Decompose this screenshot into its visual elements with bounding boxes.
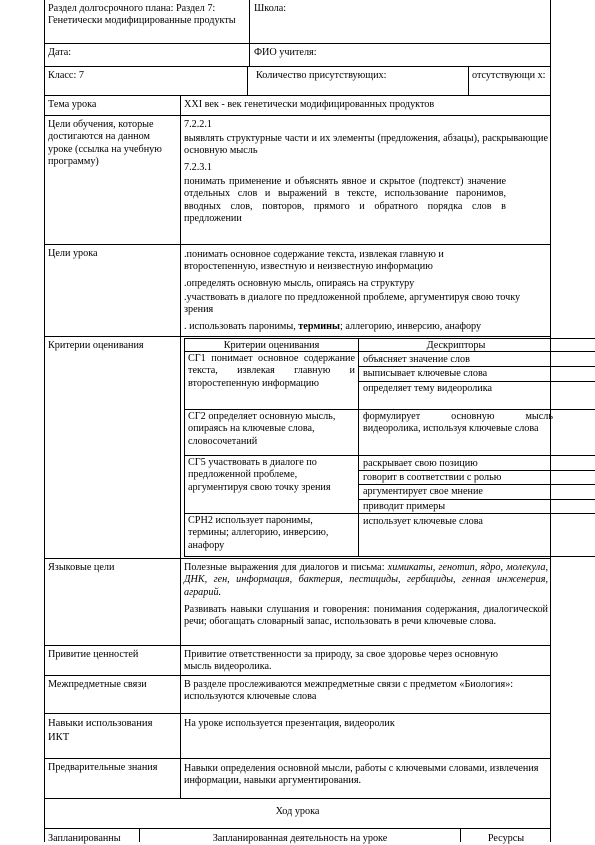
row-divider [44,645,551,646]
resources-head: Ресурсы [487,833,525,844]
goal-4-text: . использовать паронимы, [184,321,299,332]
row-divider [44,43,551,44]
objectives-label: Цели обучения, которые достигаются на данном уроке (ссылка на учебную программу) [48,119,162,168]
planned-stages-head: Запланированны [48,833,121,844]
goals-label: Цели урока [48,248,98,259]
goal-1: .понимать основное содержание текста, извлекая главную и второстепенную, известную и неизвестную информацию [184,249,444,273]
inner-table-line [184,338,185,557]
row-divider [44,66,551,67]
descriptor-4-1: использует ключевые слова [363,516,483,527]
topic-label: Тема урока [48,99,97,110]
descriptor-3-2: говорит в соответствии с ролью [363,472,502,483]
topic-value: XXI век - век генетически модифицированных продуктов [184,99,435,110]
language-phrases-intro: Полезные выражения для диалогов и письма: [184,562,388,573]
language-phrases [184,562,548,599]
goal-3: .участвовать в диалоге по предложенной проблеме, аргументируя свою точку зрения [184,292,521,316]
ict-label: Навыки использования ИКТ [48,718,153,743]
descriptor-3-4: приводит примеры [363,501,446,512]
objective-code-1: 7.2.2.1 [184,119,213,130]
col-divider [247,66,248,96]
row-divider [44,244,551,245]
objective-text-2: понимать применение и объяснять явное и скрытое (подтекст) значение отдельных слов и выражений в тексте, использование паронимов, вводных слов, повторов, прямого и обратного порядка слов в предложении [184,176,506,225]
criterion-2: СГ2 определяет основную мысль, опираясь на ключевые слова, словосочетаний [188,411,336,447]
row-divider [44,713,551,714]
descriptor-3-3: аргументирует свое мнение [363,486,483,497]
values-value: Привитие ответственности за природу, за свое здоровье через основную мысль видеоролика. [184,649,499,673]
row-divider [44,95,551,96]
criterion-1: СГ1 понимает основное содержание текста, извлекая главную и второстепенную информацию [188,353,355,389]
cross-value: В разделе прослеживаются межпредметные связи с предметом «Биология»: используются ключевые слова [184,679,514,703]
row-divider [44,336,551,337]
descriptor-2-1: формулирует основную мысль видеоролика, используя ключевые слова [363,411,553,435]
descriptors-head: Дескрипторы [426,340,486,351]
row-divider [44,758,551,759]
criterion-3: СГ5 участвовать в диалоге по предложенной проблеме, аргументируя свою точку зрения [188,457,331,493]
row-divider [44,675,551,676]
language-phrases-words: химикаты, генотип, ядро, молекула, ДНК, ген, информация, бактерия, пестициды, гербициды, генная инженерия, аграрий. [184,562,548,598]
descriptor-1-1: объясняет значение слов [363,354,470,365]
language-skills: Развивать навыки слушания и говорения: понимания содержания, диалогической речи; обогащать словарный запас, использовать в речи ключевые слова. [184,604,548,628]
col-divider [249,0,250,67]
descriptor-1-2: выписывает ключевые слова [363,368,488,379]
criteria-label: Критерии оценивания [48,340,144,351]
descriptor-1-3: определяет тему видеоролика [363,383,493,394]
col-divider [468,66,469,96]
objective-code-2: 7.2.3.1 [184,162,213,173]
goal-2: .определять основную мысль, опираясь на структуру [184,278,415,289]
prior-value: Навыки определения основной мысли, работы с ключевыми словами, извлечения информации, навыки аргументирования. [184,763,539,787]
planned-activity-head: Запланированная деятельность на уроке [212,833,388,844]
inner-table-line [184,455,595,456]
row-divider [44,798,551,799]
inner-table-line [359,381,595,382]
language-label: Языковые цели [48,562,115,573]
teacher-label: ФИО учителя: [254,47,317,58]
prior-label: Предварительные знания [48,762,158,773]
col-divider [180,95,181,799]
ict-value: На уроке используется презентация, видеоролик [184,718,395,729]
goal-4-bold: термины [298,321,340,332]
school-label: Школа: [254,3,287,14]
values-label: Привитие ценностей [48,649,139,660]
table-border-left [44,0,45,842]
row-divider [44,558,551,559]
inner-table-line [184,338,595,339]
descriptor-3-1: раскрывает свою позицию [363,458,478,469]
row-divider [44,115,551,116]
inner-table-line [358,338,359,557]
plan-section: Раздел долгосрочного плана: Раздел 7: Генетически модифицированные продукты [48,3,236,27]
criterion-4: СРН2 использует паронимы, термины; аллегорию, инверсию, анафору [188,515,329,551]
date-label: Дата: [48,47,72,58]
inner-table-line [359,499,595,500]
course-title: Ход урока [275,806,320,817]
row-divider [44,828,551,829]
absent-label: отсутствующи х: [472,70,546,81]
goal-4 [184,321,481,333]
grade-label: Класс: 7 [48,70,84,81]
goal-4-tail: ; аллегорию, инверсию, анафору [339,321,482,332]
inner-table-line [184,556,595,557]
criteria-head: Критерии оценивания [223,340,320,351]
cross-label: Межпредметные связи [48,679,147,690]
present-label: Количество присутствующих: [256,70,387,81]
objective-text-1: выявлять структурные части и их элементы (предложения, абзацы), раскрывающие основную мысль [184,133,548,157]
inner-table-line [184,409,595,410]
